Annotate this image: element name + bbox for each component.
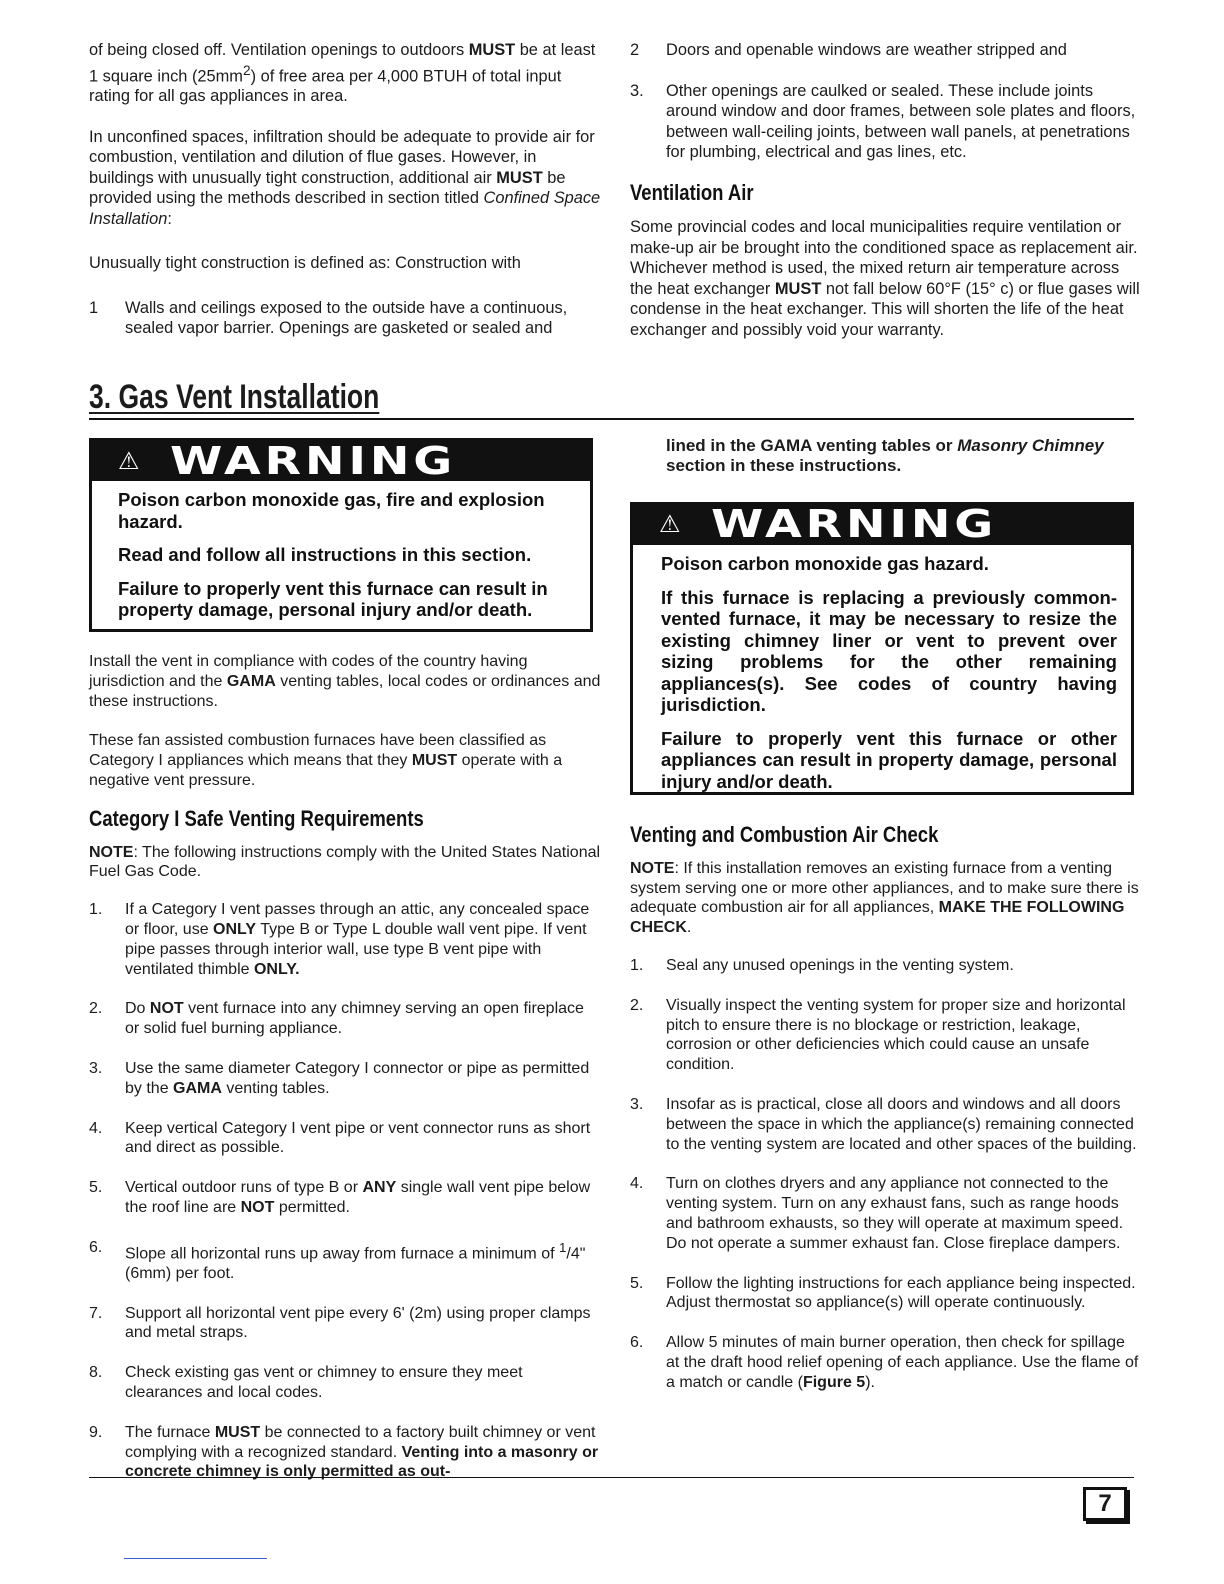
- page-number: 7: [1083, 1487, 1127, 1521]
- warning-box-carbon-monoxide: [630, 502, 1134, 795]
- list-item: 6. Allow 5 minutes of main burner operation, then check for spillage at the draft hood relief opening of each appliance. Use the flame of a match or candle (Figure 5).: [630, 1334, 1139, 1391]
- list-item: 1. Seal any unused openings in the venting system.: [630, 956, 1014, 974]
- list-item: 4. Turn on clothes dryers and any appliance not connected to the venting system. Turn on any exhaust fans, such as range hoods and bathroom exhausts, so they will operate at maximum speed. Do not operate a summer exhaust fan. Close fireplace dampers.: [630, 1175, 1124, 1252]
- warning-header: ⚠ WARNING: [633, 505, 1131, 545]
- list-item: 5. Vertical outdoor runs of type B or ANY single wall vent pipe below the roof line are NOT permitted.: [89, 1179, 591, 1216]
- tight-construction-paragraph: Unusually tight construction is defined as: Construction with: [89, 254, 521, 273]
- list-item: 1. If a Category I vent passes through an attic, any concealed space or floor, use ONLY Type B or Type L double wall vent pipe. If vent pipe passes through interior wall, use type B vent pipe with ventilated thimble ONLY.: [89, 901, 590, 978]
- list-item: 5. Follow the lighting instructions for each appliance being inspected. Adjust thermostat so appliance(s) will operate continuously.: [630, 1274, 1136, 1312]
- confined-openings-paragraph: of being closed off. Ventilation openings to outdoors MUST be at least 1 square inch $(25mm^2)$ of free area per 4,000 BTUH of total input rating for all gas appliances in area.: [89, 41, 596, 106]
- list-item: 6. Slope all horizontal runs up away from furnace a minimum of $^1$/4" (6mm) per foot.: [89, 1238, 586, 1282]
- warning-triangle-icon: ⚠: [659, 511, 681, 539]
- top-left-column: [89, 40, 601, 339]
- bottom-left-column: [89, 652, 601, 1482]
- list-item: 3. Insofar as is practical, close all doors and windows and all doors between the space in which the appliance(s) remaining connected to the venting system are located and other spaces of the building.: [630, 1095, 1137, 1153]
- note-paragraph: NOTE: If this installation removes an existing furnace from a venting system serving one or more other appliances, and to make sure there is adequate combustion air for all appliances, MAKE THE FOLLOWING CHECK.: [630, 859, 1139, 937]
- warning-header: ⚠ WARNING: [92, 441, 590, 481]
- list-item: 3. Use the same diameter Category I connector or pipe as permitted by the GAMA venting tables.: [89, 1059, 590, 1097]
- venting-check-heading: Venting and Combustion Air Check: [630, 822, 939, 847]
- list-item: 7. Support all horizontal vent pipe every 6' (2m) using proper clamps and metal straps.: [89, 1304, 591, 1342]
- category-i-heading: Category I Safe Venting Requirements: [89, 805, 424, 831]
- warning-triangle-icon: ⚠: [118, 447, 140, 475]
- ventilation-air-paragraph: Some provincial codes and local municipalities require ventilation or make-up air be brought into the conditioned space as replacement air. Whichever method is used, the mixed return air temperature across the heat exchanger MUST not fall below 60°F (15° c) or flue gases will condense in the heat exchanger. This will shorten the life of the heat exchanger and possibly void your warranty.: [630, 218, 1140, 339]
- list-item: 2. Visually inspect the venting system for proper size and horizontal pitch to ensure there is no blockage or restriction, leakage, corrosion or other deficiencies which could cause an unsafe condition.: [630, 996, 1126, 1074]
- warning-body: Poison carbon monoxide gas, fire and explosion hazard. Read and follow all instructions in this section. Failure to properly vent this furnace can result in property damage, personal injury and/or death.: [118, 489, 548, 620]
- note-paragraph: NOTE: The following instructions comply with the United States National Fuel Gas Code.: [89, 843, 601, 881]
- top-right-column: [630, 40, 1142, 340]
- list-item: 2. Do NOT vent furnace into any chimney serving an open fireplace or solid fuel burning appliance.: [89, 1000, 584, 1038]
- masonry-continuation: lined in the GAMA venting tables or Masonry Chimney section in these instructions.: [666, 436, 1104, 475]
- warning-body: Poison carbon monoxide gas hazard. If this furnace is replacing a previously common-vented furnace, it may be necessary to resize the existing chimney liner or vent to prevent over sizing problems for the other remaining appliances(s). See codes of country having jurisdiction. Failure to properly vent this furnace or other appliances can result in property damage, personal injury and/or death.: [661, 553, 1117, 792]
- install-vent-paragraph: Install the vent in compliance with codes of the country having jurisdiction and the GAMA venting tables, local codes or ordinances and these instructions.: [89, 653, 601, 710]
- list-item: 8. Check existing gas vent or chimney to ensure they meet clearances and local codes.: [89, 1364, 523, 1402]
- category-i-paragraph: These fan assisted combustion furnaces have been classified as Category I appliances which means that they MUST operate with a negative vent pressure.: [89, 732, 563, 789]
- list-item: 2 Doors and openable windows are weather stripped and: [630, 41, 1067, 59]
- footer-rule: [124, 1558, 267, 1559]
- bottom-right-column: [630, 436, 1142, 1393]
- section-title: 3. Gas Vent Installation: [89, 378, 1134, 420]
- list-item: 4. Keep vertical Category I vent pipe or vent connector runs as short and direct as possible.: [89, 1119, 591, 1157]
- bottom-rule: [89, 1477, 1134, 1478]
- warning-box-fire-explosion: [89, 438, 593, 632]
- list-item: 9. The furnace MUST be connected to a factory built chimney or vent complying with a recognized standard. Venting into a masonry or concrete chimney is only permitted as out-: [89, 1423, 599, 1481]
- list-item: 1 Walls and ceilings exposed to the outside have a continuous, sealed vapor barrier. Openings are gasketed or sealed and: [89, 298, 568, 338]
- unconfined-spaces-paragraph: In unconfined spaces, infiltration should be adequate to provide air for combustion, ventilation and dilution of flue gases. However, in buildings with unusually tight construction, additional air MUST be provided using the methods described in section titled Confined Space Installation:: [89, 127, 601, 228]
- list-item: 3. Other openings are caulked or sealed. These include joints around window and door frames, between sole plates and floors, between wall-ceiling joints, between wall panels, at penetrations for plumbing, electrical and gas lines, etc.: [630, 81, 1136, 161]
- ventilation-air-heading: Ventilation Air: [630, 179, 754, 205]
